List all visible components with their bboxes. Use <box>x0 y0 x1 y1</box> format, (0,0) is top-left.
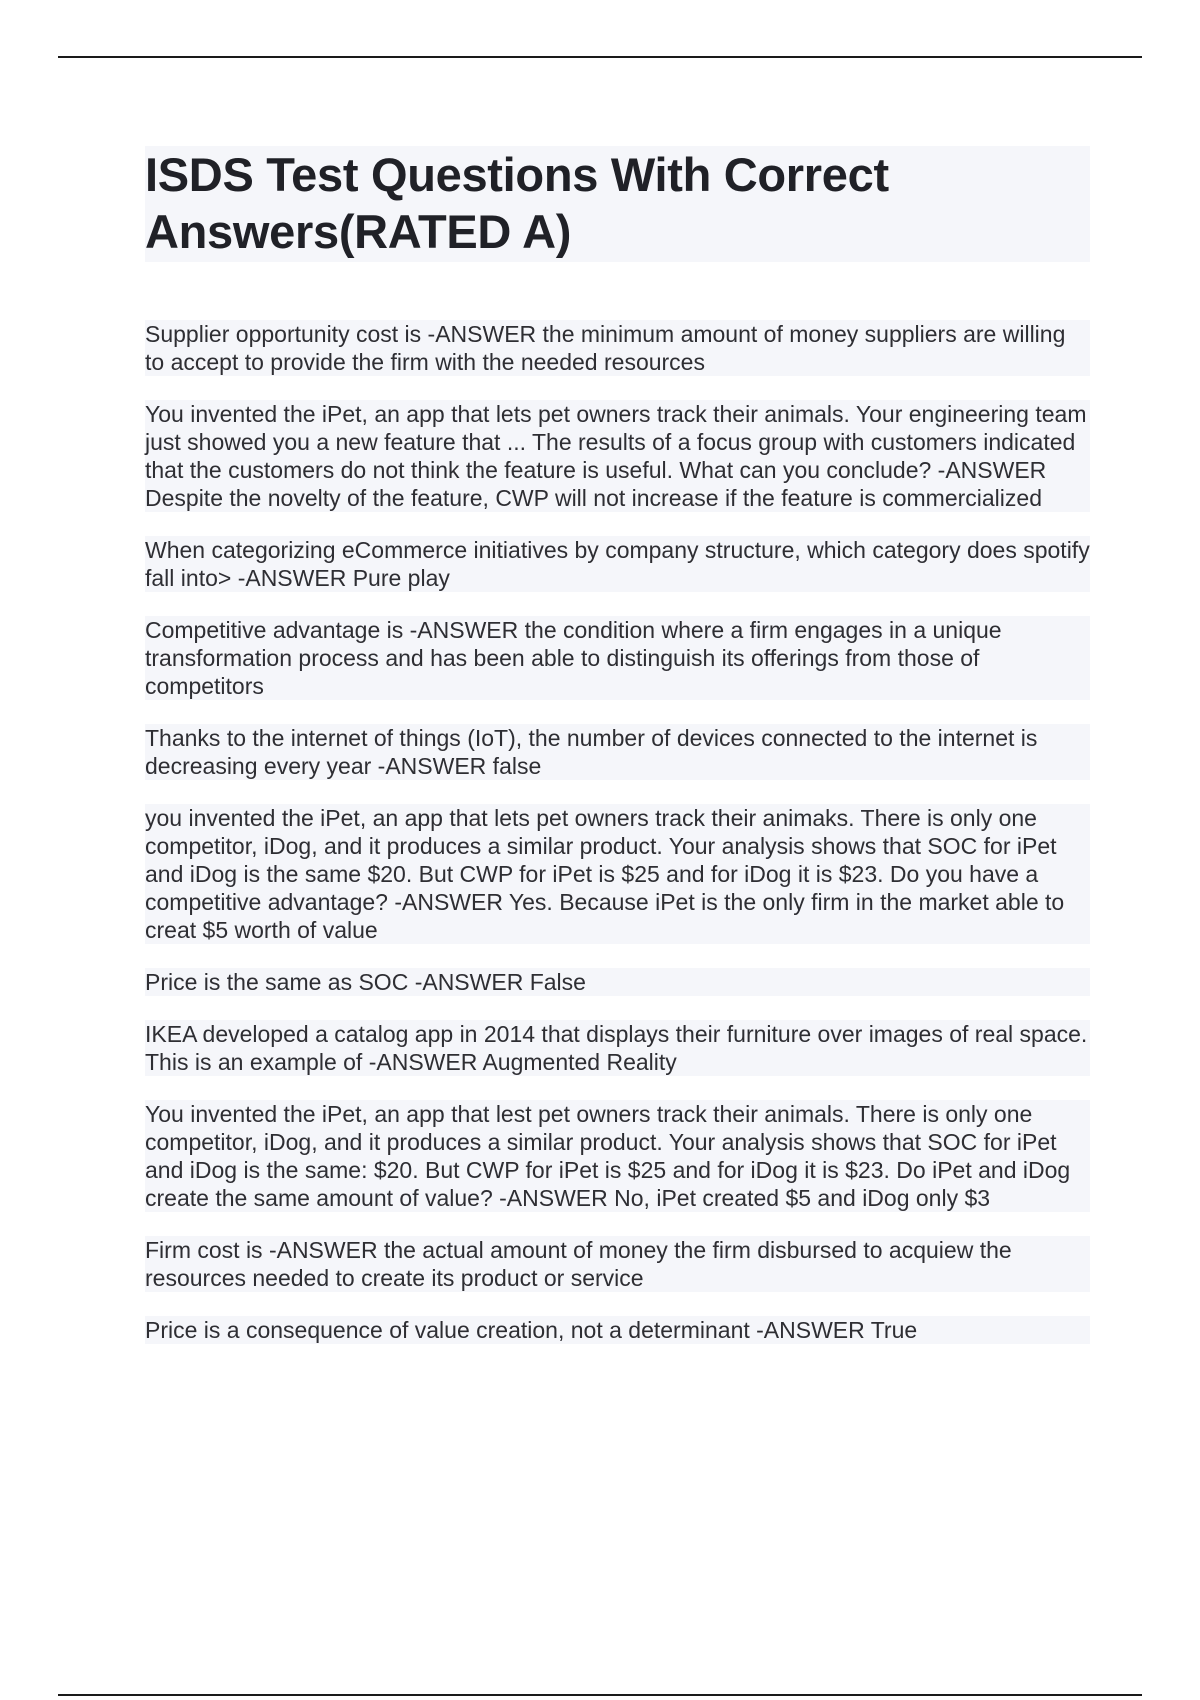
qa-item: Price is a consequence of value creation, not a determinant -ANSWER True <box>145 1316 1090 1344</box>
qa-item: Supplier opportunity cost is -ANSWER the minimum amount of money suppliers are willing to accept to provide the firm with the needed resources <box>145 320 1090 376</box>
qa-item: You invented the iPet, an app that lest pet owners track their animals. There is only one competitor, iDog, and it produces a similar product. Your analysis shows that SOC for iPet and iDog is the same: $20. But CWP for iPet is $25 and for iDog it is $23. Do iPet and iDog create the same amount of value? -ANSWER No, iPet created $5 and iDog only $3 <box>145 1100 1090 1212</box>
title-block <box>145 146 1090 262</box>
qa-item: Thanks to the internet of things (IoT), the number of devices connected to the internet is decreasing every year -ANSWER false <box>145 724 1090 780</box>
top-divider <box>58 56 1142 58</box>
bottom-divider <box>58 1694 1142 1696</box>
qa-item: Price is the same as SOC -ANSWER False <box>145 968 1090 996</box>
document-body <box>145 146 1090 1368</box>
qa-item: You invented the iPet, an app that lets pet owners track their animals. Your engineering team just showed you a new feature that ... The results of a focus group with customers indicated that the customers do not think the feature is useful. What can you conclude? -ANSWER Despite the novelty of the feature, CWP will not increase if the feature is commercialized <box>145 400 1090 512</box>
qa-item: Firm cost is -ANSWER the actual amount of money the firm disbursed to acquiew the resources needed to create its product or service <box>145 1236 1090 1292</box>
qa-item: you invented the iPet, an app that lets pet owners track their animaks. There is only one competitor, iDog, and it produces a similar product. Your analysis shows that SOC for iPet and iDog is the same $20. But CWP for iPet is $25 and for iDog it is $23. Do you have a competitive advantage? -ANSWER Yes. Because iPet is the only firm in the market able to creat $5 worth of value <box>145 804 1090 944</box>
qa-item: When categorizing eCommerce initiatives by company structure, which category does spotify fall into> -ANSWER Pure play <box>145 537 1090 591</box>
qa-item: Competitive advantage is -ANSWER the condition where a firm engages in a unique transformation process and has been able to distinguish its offerings from those of competitors <box>145 616 1090 700</box>
document-title: ISDS Test Questions With Correct Answers(RATED A) <box>145 148 889 258</box>
qa-item: IKEA developed a catalog app in 2014 that displays their furniture over images of real space. This is an example of -ANSWER Augmented Reality <box>145 1020 1090 1076</box>
